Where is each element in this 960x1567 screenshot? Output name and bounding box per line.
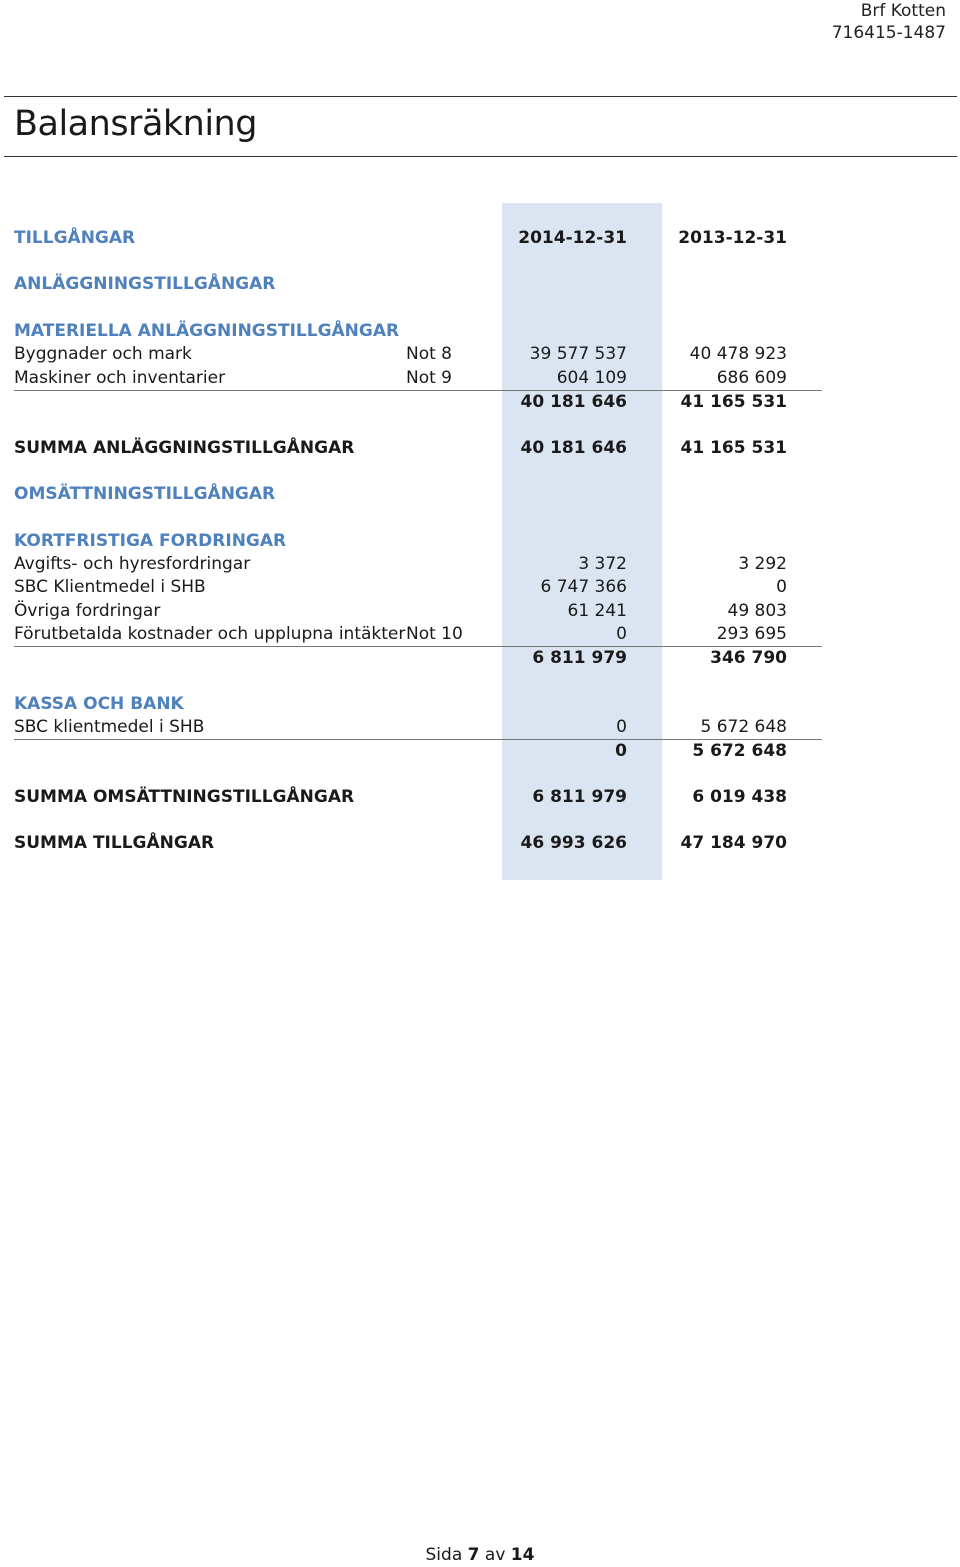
footer-page-total: 14 <box>510 1545 535 1565</box>
total-value-2013: 6 019 438 <box>692 787 787 807</box>
row-value-2013: 49 803 <box>727 601 787 621</box>
table-row <box>14 716 822 739</box>
subtotal-value-2014: 0 <box>615 741 627 761</box>
footer-prefix: Sida <box>425 1545 463 1565</box>
row-note: Not 8 <box>406 344 453 364</box>
subtotal-row <box>14 390 822 414</box>
total-value-2014: 40 181 646 <box>520 438 627 458</box>
row-label: Byggnader och mark <box>14 344 192 364</box>
row-label: Förutbetalda kostnader och upplupna intäkter <box>14 624 406 644</box>
row-value-2014: 39 577 537 <box>529 344 627 364</box>
subtotal-value-2013: 346 790 <box>710 648 787 668</box>
subtotal-row <box>14 646 822 670</box>
column-header-row <box>14 227 822 250</box>
row-value-2014: 6 747 366 <box>540 577 627 597</box>
grand-total-value-2013: 47 184 970 <box>680 833 787 853</box>
grand-total-value-2014: 46 993 626 <box>520 833 627 853</box>
section-heading-row <box>14 320 822 343</box>
org-name: Brf Kotten <box>860 1 946 21</box>
row-value-2014: 0 <box>616 624 627 644</box>
page-footer <box>0 1545 960 1565</box>
table-row <box>14 623 822 646</box>
subtotal-value-2014: 6 811 979 <box>532 648 627 668</box>
section-heading-row <box>14 530 822 553</box>
title-bottom-rule <box>4 156 957 157</box>
table-row <box>14 576 822 599</box>
row-value-2014: 0 <box>616 717 627 737</box>
total-row <box>14 437 822 460</box>
row-value-2013: 40 478 923 <box>689 344 787 364</box>
row-label: SBC Klientmedel i SHB <box>14 577 206 597</box>
page-title: Balansräkning <box>14 104 257 144</box>
row-label: SBC klientmedel i SHB <box>14 717 205 737</box>
row-label: Avgifts- och hyresfordringar <box>14 554 251 574</box>
row-label: Övriga fordringar <box>14 601 161 621</box>
row-note: Not 9 <box>406 368 453 388</box>
section-heading-materiella: MATERIELLA ANLÄGGNINGSTILLGÅNGAR <box>14 321 400 341</box>
column-heading-2013: 2013-12-31 <box>678 228 787 248</box>
subtotal-row <box>14 739 822 763</box>
section-heading-tillgangar: TILLGÅNGAR <box>14 228 136 248</box>
row-label: Maskiner och inventarier <box>14 368 226 388</box>
footer-separator: av <box>484 1545 506 1565</box>
section-heading-omsattning: OMSÄTTNINGSTILLGÅNGAR <box>14 484 276 504</box>
total-label: SUMMA OMSÄTTNINGSTILLGÅNGAR <box>14 787 355 807</box>
grand-total-label: SUMMA TILLGÅNGAR <box>14 833 215 853</box>
row-value-2014: 3 372 <box>578 554 627 574</box>
section-heading-row <box>14 273 822 296</box>
section-heading-kortfristiga: KORTFRISTIGA FORDRINGAR <box>14 531 287 551</box>
section-heading-kassa: KASSA OCH BANK <box>14 694 184 714</box>
column-heading-2014: 2014-12-31 <box>518 228 627 248</box>
subtotal-value-2014: 40 181 646 <box>520 392 627 412</box>
row-value-2013: 293 695 <box>716 624 787 644</box>
row-value-2013: 3 292 <box>738 554 787 574</box>
row-value-2013: 0 <box>776 577 787 597</box>
section-heading-row <box>14 693 822 716</box>
title-top-rule <box>4 96 957 97</box>
row-value-2014: 604 109 <box>556 368 627 388</box>
document-header <box>832 0 946 44</box>
total-label: SUMMA ANLÄGGNINGSTILLGÅNGAR <box>14 438 355 458</box>
row-value-2014: 61 241 <box>567 601 627 621</box>
footer-page-number: 7 <box>467 1545 480 1565</box>
org-number: 716415-1487 <box>831 23 946 43</box>
table-row <box>14 343 822 366</box>
section-heading-row <box>14 483 822 506</box>
row-note: Not 10 <box>406 624 463 644</box>
total-value-2013: 41 165 531 <box>680 438 787 458</box>
section-heading-anlaggning: ANLÄGGNINGSTILLGÅNGAR <box>14 274 276 294</box>
table-row <box>14 600 822 623</box>
table-row <box>14 553 822 576</box>
total-value-2014: 6 811 979 <box>532 787 627 807</box>
total-row <box>14 786 822 809</box>
subtotal-value-2013: 41 165 531 <box>680 392 787 412</box>
grand-total-row <box>14 832 822 855</box>
subtotal-value-2013: 5 672 648 <box>692 741 787 761</box>
row-value-2013: 5 672 648 <box>700 717 787 737</box>
table-row <box>14 367 822 390</box>
row-value-2013: 686 609 <box>716 368 787 388</box>
